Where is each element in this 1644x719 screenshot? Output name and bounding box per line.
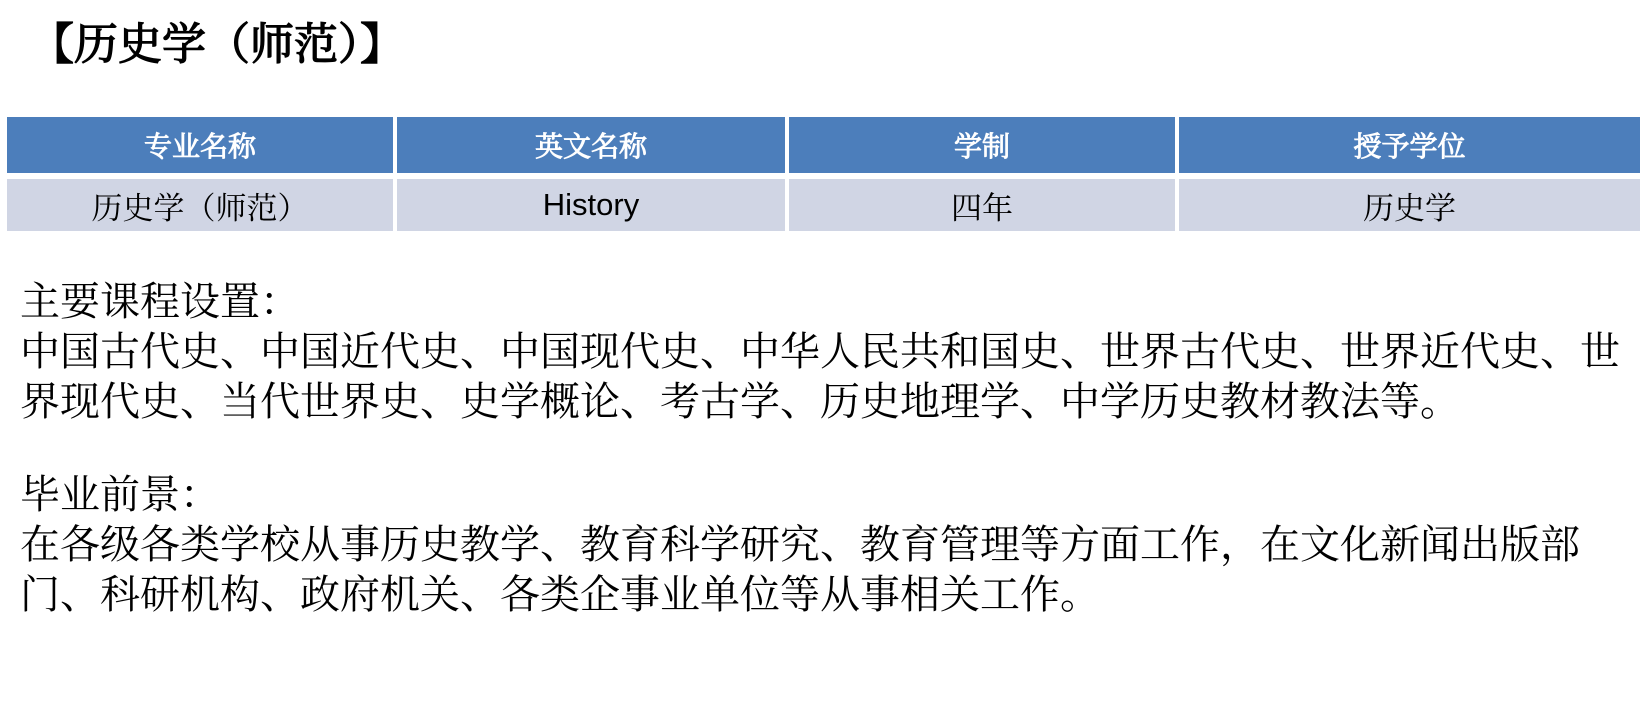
table-cell-degree: 历史学 [1179, 179, 1640, 231]
page-title: 【历史学（师范）】 [30, 20, 404, 69]
table-cell-english-name: History [397, 179, 785, 231]
courses-text: 中国古代史、中国近代史、中国现代史、中华人民共和国史、世界古代史、世界近代史、世界现代史、当代世界史、史学概论、考古学、历史地理学、中学历史教材教法等。 [20, 330, 1620, 424]
major-info-table [7, 117, 1640, 231]
section-gap [20, 427, 1632, 470]
courses-label: 主要课程设置： [20, 280, 300, 324]
prospects-label: 毕业前景： [20, 473, 220, 517]
table-cell-duration: 四年 [789, 179, 1175, 231]
table-header-degree: 授予学位 [1179, 117, 1640, 173]
table-header-duration: 学制 [789, 117, 1175, 173]
prospects-text: 在各级各类学校从事历史教学、教育科学研究、教育管理等方面工作，在文化新闻出版部门、科研机构、政府机关、各类企事业单位等从事相关工作。 [20, 523, 1580, 617]
table-header-major-name: 专业名称 [7, 117, 393, 173]
body-text-block [20, 277, 1632, 620]
table-header-english-name: 英文名称 [397, 117, 785, 173]
table-cell-major-name: 历史学（师范） [7, 179, 393, 231]
